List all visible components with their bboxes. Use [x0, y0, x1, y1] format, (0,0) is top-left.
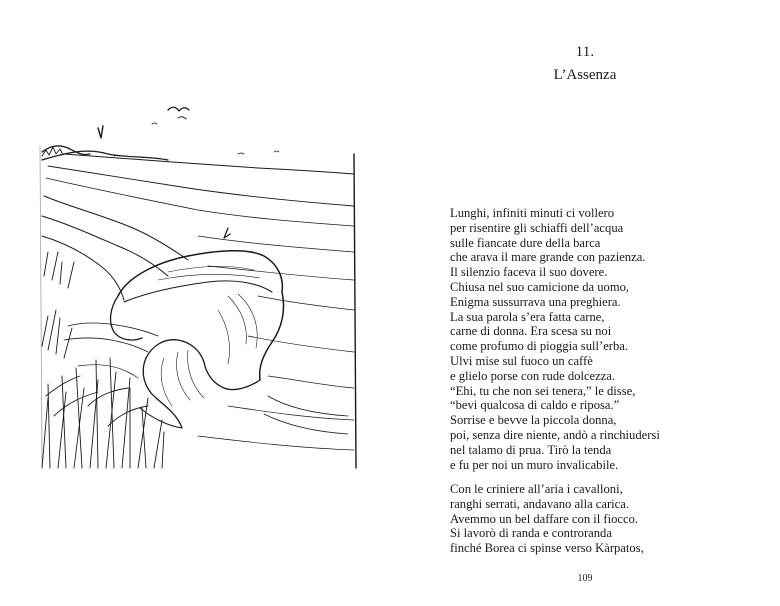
poem-line: Si lavorò di randa e controranda: [450, 526, 612, 541]
poem-line: come profumo di pioggia sull’erba.: [450, 339, 629, 354]
poem-line: Avemmo un bel daffare con il fiocco.: [450, 511, 639, 526]
seascape-sketch-icon: [28, 96, 368, 486]
poem-line: nel talamo di prua. Tirò la tenda: [450, 442, 612, 457]
poem-line: Sorrise e bevve la piccola donna,: [450, 413, 617, 428]
poem-line: carne di donna. Era scesa su noi: [450, 324, 612, 339]
poem-line: Con le criniere all’aria i cavalloni,: [450, 482, 623, 496]
chapter-number: 11.: [575, 44, 595, 60]
poem-line: Ulvi mise sul fuoco un caffè: [450, 353, 593, 368]
poem-line: ranghi serrati, andavano alla carica.: [450, 496, 630, 511]
poem-line: poi, senza dire niente, andò a rinchiudersi: [450, 427, 660, 442]
poem-line: e fu per noi un muro invalicabile.: [450, 457, 619, 472]
page-number: 109: [577, 573, 593, 584]
poem-line: La sua parola s’era fatta carne,: [450, 309, 605, 324]
chapter-title: L’Assenza: [553, 67, 617, 83]
poem-line: Chiusa nel suo camicione da uomo,: [450, 279, 630, 294]
poem-stanza-2: [450, 482, 750, 556]
poem-line: che arava il mare grande con pazienza.: [450, 250, 646, 265]
poem-stanza-1: [450, 206, 750, 472]
poem-line: sulle fiancate dure della barca: [450, 235, 601, 250]
poem-line: Enigma sussurrava una preghiera.: [450, 294, 621, 309]
right-page: [390, 0, 780, 606]
poem-line: per risentire gli schiaffi dell’acqua: [450, 220, 624, 235]
poem-line: Lunghi, infiniti minuti ci vollero: [450, 206, 615, 220]
poem-line: Il silenzio faceva il suo dovere.: [450, 265, 608, 280]
poem-line: “Ehi, tu che non sei tenera,” le disse,: [450, 383, 636, 398]
poem-line: finché Borea ci spinse verso Kàrpatos,: [450, 541, 644, 556]
poem-line: “bevi qualcosa di caldo e riposa.”: [450, 398, 620, 413]
poem-line: e glielo porse con rude dolcezza.: [450, 368, 616, 383]
